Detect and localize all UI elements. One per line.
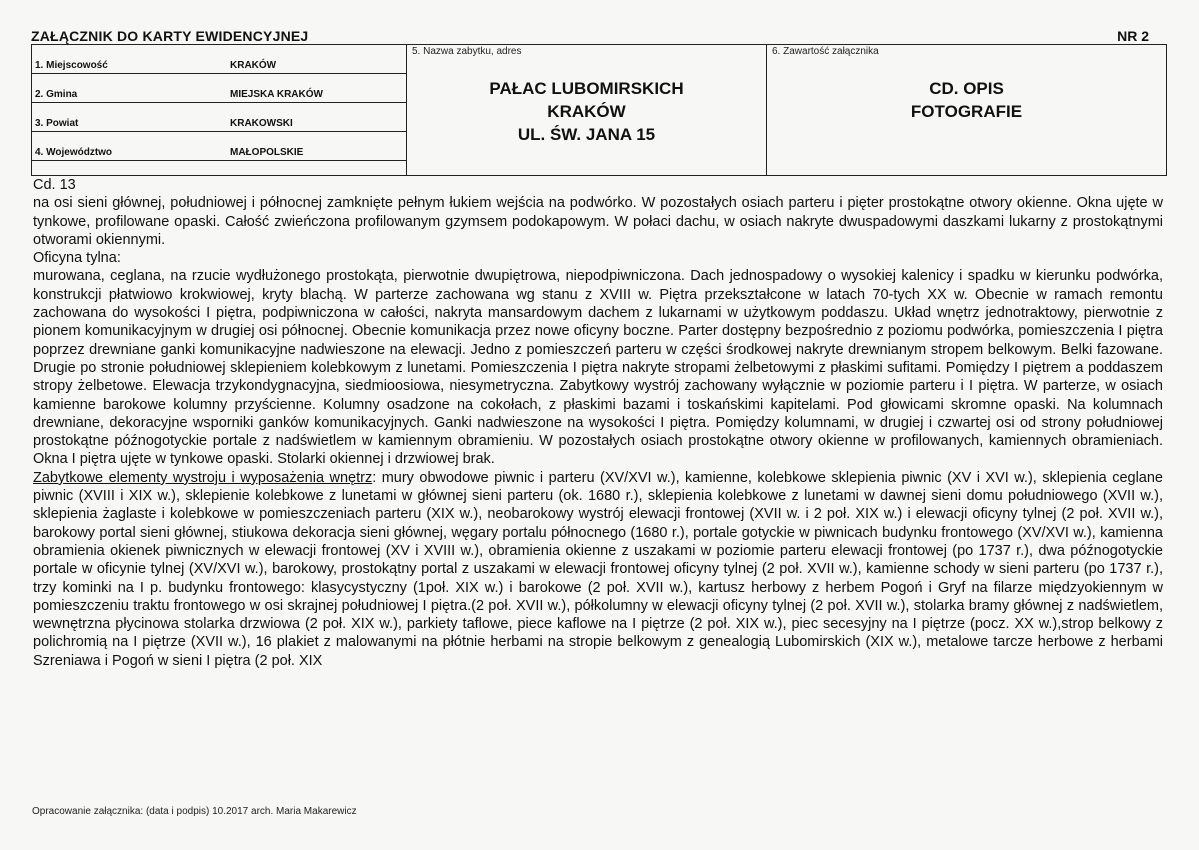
- field-row-powiat: [32, 103, 406, 132]
- oficyna-paragraph: murowana, ceglana, na rzucie wydłużonego prostokąta, pierwotnie dwupiętrowa, niepodpiwniczona. Dach jednospadowy o wysokiej kalenicy i spadku w kierunku podwórka, konstrukcji płatwiowo krokwiowej, kryty blachą. W parterze zachowana wg stanu z XVIII w. Piętra przekształcone w latach 70-tych XX w. Obecnie w ramach remontu zachowana do wysokości I piętra, podpiwniczona w całości, nakryta mansardowym dachem z lukarnami w użytkowym poddaszu. Układ wnętrz jednotraktowy, pierwotnie z pionem komunikacyjnym w drugiej osi północnej. Obecnie komunikacja przez nowe oficyny boczne. Parter dostępny bezpośrednio z poziomu podwórka, pomieszczenia I piętra poprzez drewniane ganki komunikacyjne nadwieszone na elewacji. Jedno z pomieszczeń parteru w części środkowej nakryte drewnianym stropem belkowym. Belki fazowane. Drugie po stronie południowej sklepieniem kolebkowym z lunetami. Pomieszczenia I piętra nakryte stropami żelbetowymi z płaskimi sufitami. Pomiędzy I piętrem a poddaszem stropy żelbetowe. Elewacja trzykondygnacyjna, siedmioosiowa, niesymetryczna. Zabytkowy wystrój zachowany wyłącznie w poziomie parteru i I piętra. W parterze, w osiach kamienne barokowe kolumny przyścienne. Kolumny osadzone na cokołach, z płaskimi bazami i toskańskimi kapitelami. Pod głowicami skromne opaski. Na kolumnach drewniane, dekoracyjne wsporniki ganków komunikacyjnych. Ganki nadwieszone na wysokości I piętra. Pomiędzy kolumnami, w drugiej i czwartej osi od strony południowej prostokątne późnogotyckie portale z nadświetlem w kamiennym obramieniu. W pozostałych osiach prostokątne otwory okienne w profilowanych, kamiennych obramieniach. Okna I piętra ujęte w tynkowe opaski. Stolarki okiennej i drzwiowej brak.: [33, 268, 1163, 468]
- section-heading-oficyna: Oficyna tylna:: [33, 250, 121, 267]
- description-body: [33, 176, 1163, 670]
- field-value: MIEJSKA KRAKÓW: [230, 89, 323, 100]
- elements-text: : mury obwodowe piwnic i parteru (XV/XVI w.), kamienne, kolebkowe sklepienia piwnic (XV i XVI w.), sklepienia ceglane piwnic (XVIII i XIX w.), sklepienie kolebkowe z lunetami w głównej sieni parteru (ok. 1680 r.), sklepienia kolebkowe z lunetami w dawnej sieni domu południowego (XVII w.), sklepienia żaglaste i kolebkowe w pomieszczeniach parteru (XIX w.), neobarokowy wystrój elewacji frontowej (XVII w. i 2 poł. XIX w.) i elewacji oficyny tylnej (2 poł. XVII w.), barokowy portal sieni głównej, stiukowa dekoracja sieni głównej, węgary portalu północnego (1680 r.), portale gotyckie w piwnicach budynku frontowego (XV/XVI w.), kamienna obramienia okienek piwnicznych w elewacji frontowej (XV i XVIII w.), obramienia okienne z uszakami w poziomie parteru elewacji frontowej (po 1737 r.), dwa późnogotyckie portale w oficynie tylnej (XV/XVI w.), barokowy, prostokątny portal z uszakami w elewacji frontowej oficyny tylnej (2 poł. XVII w.), kamienne schody w sieni parteru (po 1737 r.), trzy kominki na I p. budynku frontowego: klasycystyczny (1poł. XIX w.) i barokowe (2 poł. XVII w.), kartusz herbowy z herbem Pogoń i Gryf na filarze międzyokiennym w pomieszczeniu traktu frontowego w osi skrajnej południowej I piętra.(2 poł. XVII w.), półkolumny w elewacji oficyny tylnej (2 poł. XVII w.), stolarka bramy głównej z nadświetlem, wewnętrzna płycinowa stolarka drzwiowa (2 poł. XIX w.), parkiety taflowe, piece kaflowe na I piętrze (2 poł. XIX w.), piec secesyjny na I piętrze (pocz. XX w.),strop belkowy z polichromią na I piętrze (XVII w.), 16 plakiet z malowanymi na płótnie herbami na stropie belkowym z genealogią Lubomirskich (XIX w.), metalowe tarcze herbowe z herbami Szreniawa i Pogoń w sieni I piętra (2 poł. XIX: [33, 469, 1163, 669]
- monument-name: [407, 77, 766, 146]
- facade-paragraph: na osi sieni głównej, południowej i północnej zamknięte pełnym łukiem wejścia na podwórko. W pozostałych osiach parteru i pięter prostokątne otwory okienne. Okna ujęte w tynkowe, profilowane opaski. Całość zwieńczona profilowanym gzymsem podokapowym. W połaci dachu, w osiach nakryte dwuspadowymi daszkami lukarny z prostokątnymi otworami okiennymi.: [33, 195, 1163, 248]
- elements-paragraph: [33, 469, 1163, 670]
- monument-name-cell: [407, 45, 767, 175]
- continuation-marker: Cd. 13: [33, 177, 76, 193]
- attachment-number: NR 2: [1117, 28, 1149, 44]
- field-row-wojewodztwo: [32, 132, 406, 161]
- field-value: KRAKOWSKI: [230, 118, 293, 129]
- field-label: 1. Miejscowość: [35, 60, 108, 71]
- footer-signature: Opracowanie załącznika: (data i podpis) 10.2017 arch. Maria Makarewicz: [32, 806, 357, 817]
- content-line: CD. OPIS: [929, 79, 1004, 98]
- header-table: [31, 44, 1167, 176]
- content-caption: 6. Zawartość załącznika: [772, 46, 879, 57]
- field-row-gmina: [32, 74, 406, 103]
- monument-city-line: KRAKÓW: [547, 102, 626, 121]
- field-row-miejscowosc: [32, 45, 406, 74]
- monument-name-line: PAŁAC LUBOMIRSKICH: [489, 79, 684, 98]
- section-heading-elements: Zabytkowe elementy wystroju i wyposażenia wnętrz: [33, 469, 373, 486]
- attachment-content-cell: [767, 45, 1166, 175]
- document-title: ZAŁĄCZNIK DO KARTY EWIDENCYJNEJ: [31, 28, 309, 44]
- location-fields: [32, 45, 407, 175]
- content-line: FOTOGRAFIE: [910, 102, 1023, 121]
- field-label: 4. Województwo: [35, 147, 113, 158]
- monument-address-line: UL. ŚW. JANA 15: [517, 125, 656, 144]
- field-label: 2. Gmina: [35, 89, 78, 100]
- name-caption: 5. Nazwa zabytku, adres: [412, 46, 522, 57]
- field-label: 3. Powiat: [35, 118, 79, 129]
- field-value: MAŁOPOLSKIE: [230, 147, 304, 158]
- attachment-content: [767, 77, 1166, 123]
- field-value: KRAKÓW: [230, 60, 277, 71]
